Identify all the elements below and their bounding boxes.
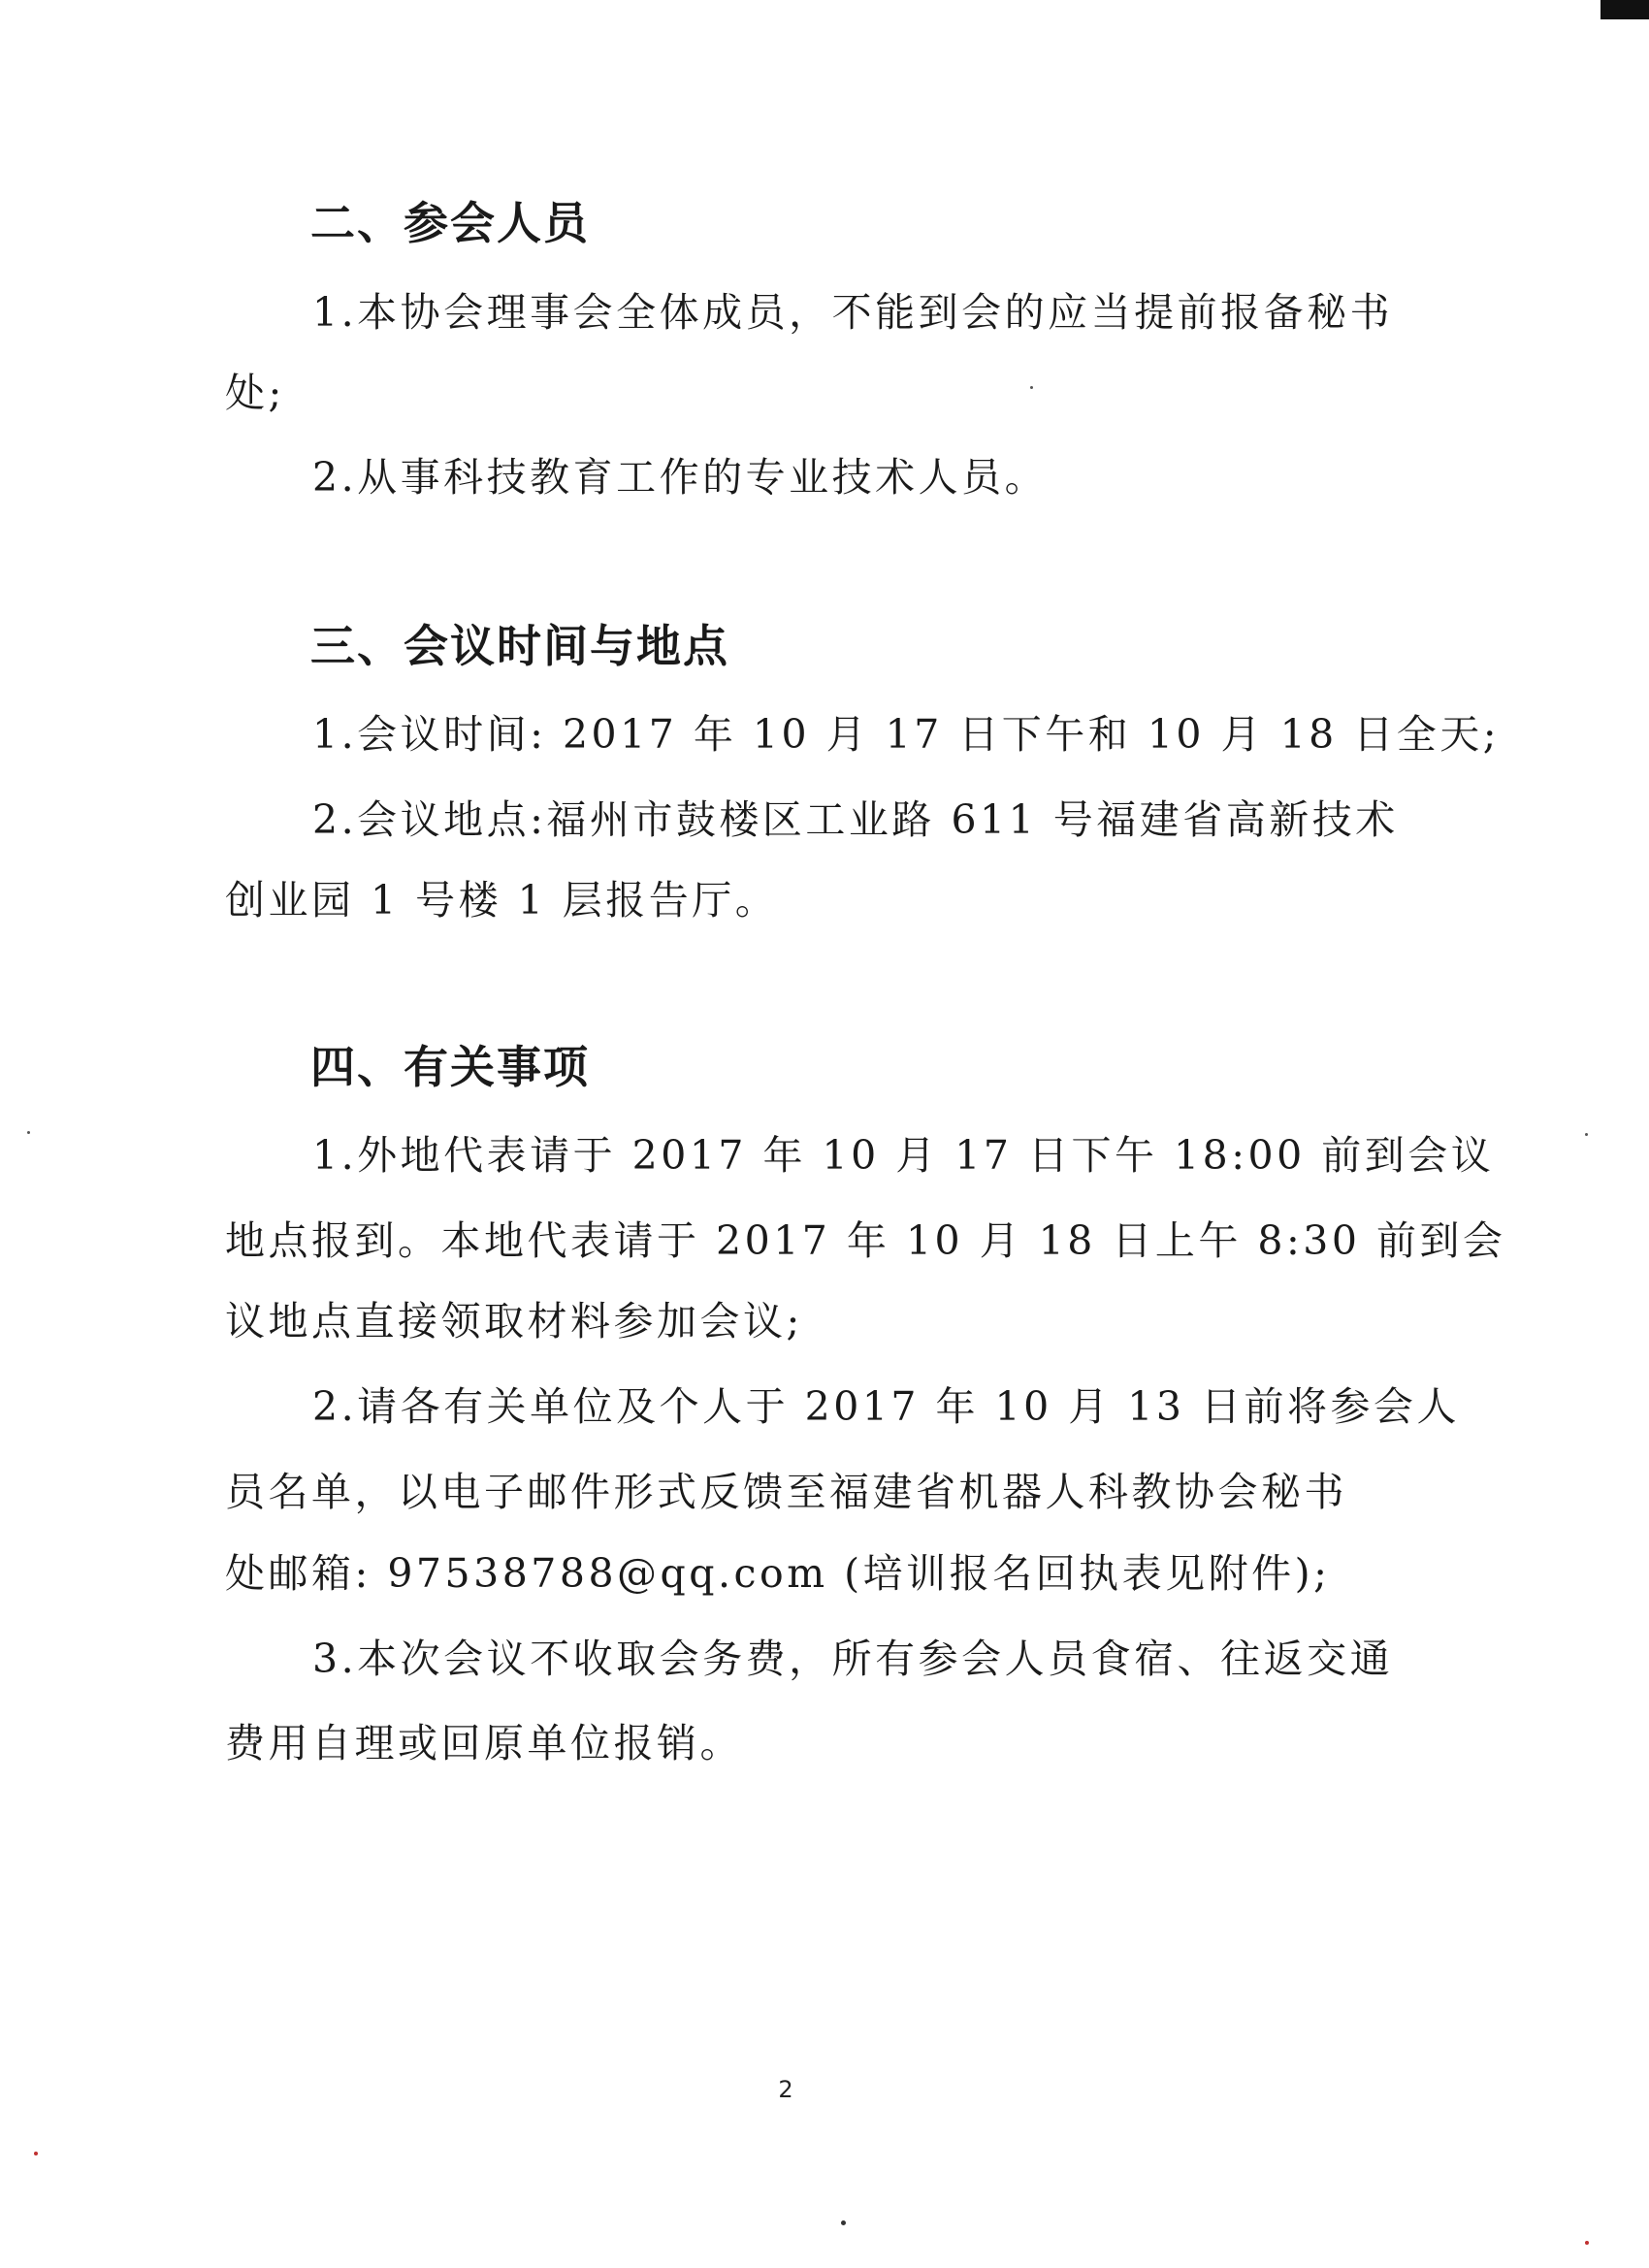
matters-item-1-line-3: 议地点直接领取材料参加会议; [225, 1298, 803, 1345]
matters-item-2-line-3: 处邮箱: 97538788@qq.com (培训报名回执表见附件); [225, 1550, 1331, 1597]
time-place-item-2-line-2: 创业园 1 号楼 1 层报告厅。 [225, 877, 779, 923]
matters-item-1-line-1: 1.外地代表请于 2017 年 10 月 17 日下午 18:00 前到会议 [312, 1132, 1495, 1179]
attendees-item-2: 2.从事科技教育工作的专业技术人员。 [312, 454, 1049, 501]
scan-speck [1585, 1133, 1588, 1136]
scan-speck [1030, 386, 1033, 389]
matters-item-3-line-2: 费用自理或回原单位报销。 [225, 1720, 743, 1766]
time-place-item-2-line-1: 2.会议地点:福州市鼓楼区工业路 611 号福建省高新技术 [312, 796, 1399, 843]
page-number: 2 [778, 2076, 793, 2103]
attendees-item-1-line-1: 1.本协会理事会全体成员，不能到会的应当提前报备秘书 [312, 289, 1394, 336]
section-heading-time-place: 三、会议时间与地点 [310, 620, 729, 672]
matters-item-3-line-1: 3.本次会议不收取会务费，所有参会人员食宿、往返交通 [312, 1636, 1394, 1682]
time-place-item-1: 1.会议时间: 2017 年 10 月 17 日下午和 10 月 18 日全天; [312, 711, 1501, 758]
scan-speck [34, 2152, 38, 2155]
scan-speck [1585, 2241, 1589, 2245]
scan-speck [841, 2220, 846, 2225]
section-heading-related-matters: 四、有关事项 [310, 1041, 590, 1093]
matters-item-2-line-2: 员名单，以电子邮件形式反馈至福建省机器人科教协会秘书 [225, 1469, 1347, 1515]
scan-speck [27, 1131, 30, 1134]
matters-item-1-line-2: 地点报到。本地代表请于 2017 年 10 月 18 日上午 8:30 前到会 [225, 1217, 1506, 1264]
matters-item-2-line-1: 2.请各有关单位及个人于 2017 年 10 月 13 日前将参会人 [312, 1383, 1460, 1430]
section-heading-attendees: 二、参会人员 [310, 197, 590, 249]
attendees-item-1-line-2: 处; [225, 370, 285, 416]
